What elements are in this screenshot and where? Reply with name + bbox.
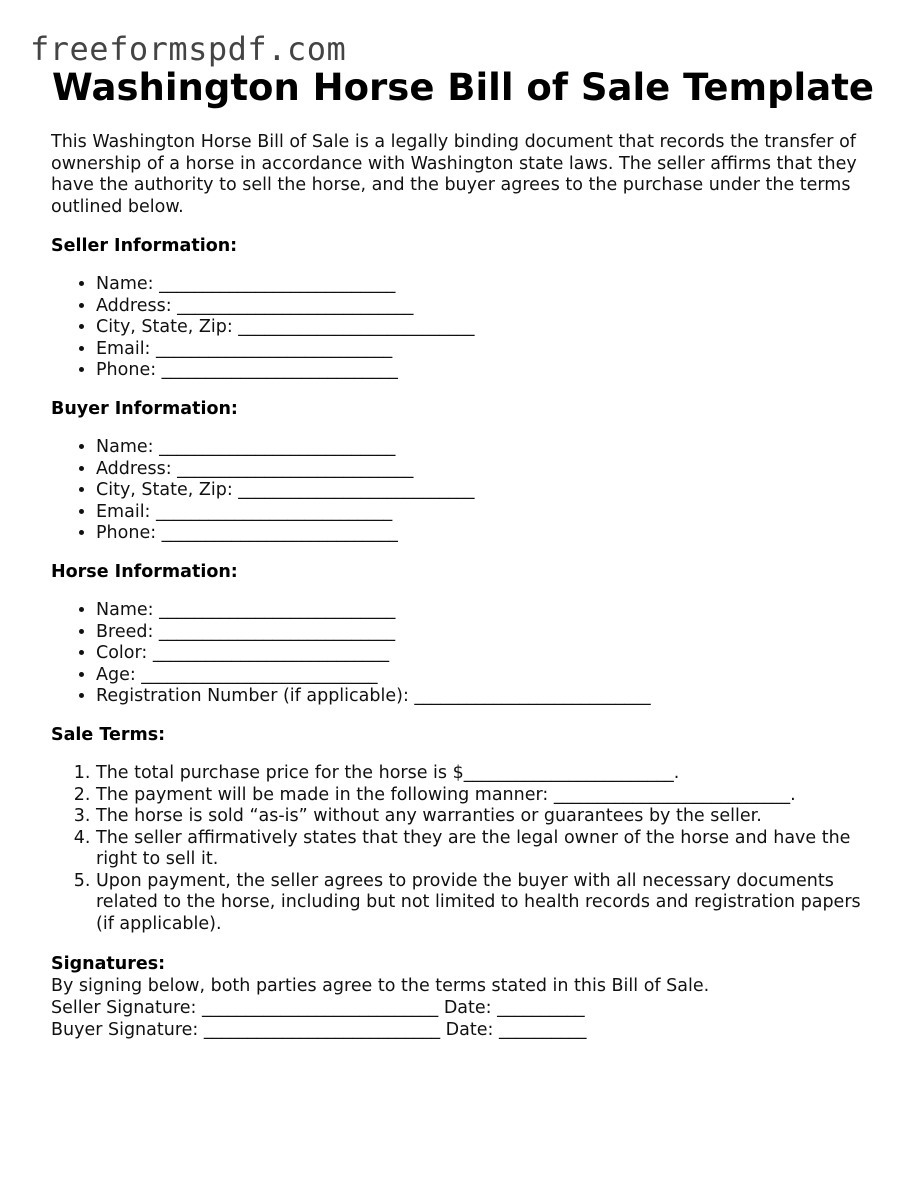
terms-heading: Sale Terms: (51, 724, 166, 745)
buyer-name-field: • Name: ___________________________ (96, 437, 881, 459)
seller-city-state-zip-field: • City, State, Zip: ___________________________ (96, 317, 881, 339)
intro-paragraph: This Washington Horse Bill of Sale is a legally binding document that records the transfer of ownership of a horse in accordance with Washington state laws. The seller affirms that they have the authority to sell the horse, and the buyer agrees to the purchase under the terms outlined below. (51, 132, 857, 217)
horse-heading: Horse Information: (51, 561, 238, 582)
agreement-text: By signing below, both parties agree to the terms stated in this Bill of Sale. (51, 975, 710, 996)
seller-name-field: • Name: ___________________________ (96, 274, 881, 296)
seller-fields (51, 274, 881, 382)
buyer-email-field: • Email: ___________________________ (96, 502, 881, 524)
term-legal-owner: 4. The seller affirmatively states that they are the legal owner of the horse and have the right to sell it. (96, 828, 881, 871)
signatures-heading: Signatures: (51, 953, 166, 974)
buyer-signature-line: Buyer Signature: ___________________________ Date: __________ (51, 1019, 587, 1040)
page-title: Washington Horse Bill of Sale Template (52, 66, 874, 109)
buyer-fields (51, 437, 881, 545)
horse-color-field: • Color: ___________________________ (96, 643, 881, 665)
seller-signature-line: Seller Signature: ___________________________ Date: __________ (51, 997, 585, 1018)
seller-email-field: • Email: ___________________________ (96, 339, 881, 361)
term-purchase-price: 1. The total purchase price for the horse is $________________________. (96, 763, 881, 785)
seller-phone-field: • Phone: ___________________________ (96, 360, 881, 382)
term-payment-manner: 2. The payment will be made in the following manner: ___________________________. (96, 785, 881, 807)
signatures-section (51, 953, 881, 1041)
watermark-logo: freeformspdf.com (30, 30, 347, 68)
horse-registration-field: • Registration Number (if applicable): ___________________________ (96, 686, 881, 708)
terms-section (51, 724, 881, 936)
buyer-section (51, 398, 881, 545)
document-body (51, 64, 881, 1041)
horse-breed-field: • Breed: ___________________________ (96, 622, 881, 644)
terms-list (51, 763, 881, 936)
horse-section (51, 561, 881, 708)
buyer-heading: Buyer Information: (51, 398, 238, 419)
horse-name-field: • Name: ___________________________ (96, 600, 881, 622)
horse-fields (51, 600, 881, 708)
buyer-city-state-zip-field: • City, State, Zip: ___________________________ (96, 480, 881, 502)
term-documents: 5. Upon payment, the seller agrees to provide the buyer with all necessary documents related to the horse, including but not limited to health records and registration papers (if applicable). (96, 871, 881, 936)
term-as-is: 3. The horse is sold “as-is” without any warranties or guarantees by the seller. (96, 806, 881, 828)
seller-address-field: • Address: ___________________________ (96, 296, 881, 318)
horse-age-field: • Age: ___________________________ (96, 665, 881, 687)
buyer-address-field: • Address: ___________________________ (96, 459, 881, 481)
buyer-phone-field: • Phone: ___________________________ (96, 523, 881, 545)
seller-section (51, 235, 881, 382)
seller-heading: Seller Information: (51, 236, 238, 256)
